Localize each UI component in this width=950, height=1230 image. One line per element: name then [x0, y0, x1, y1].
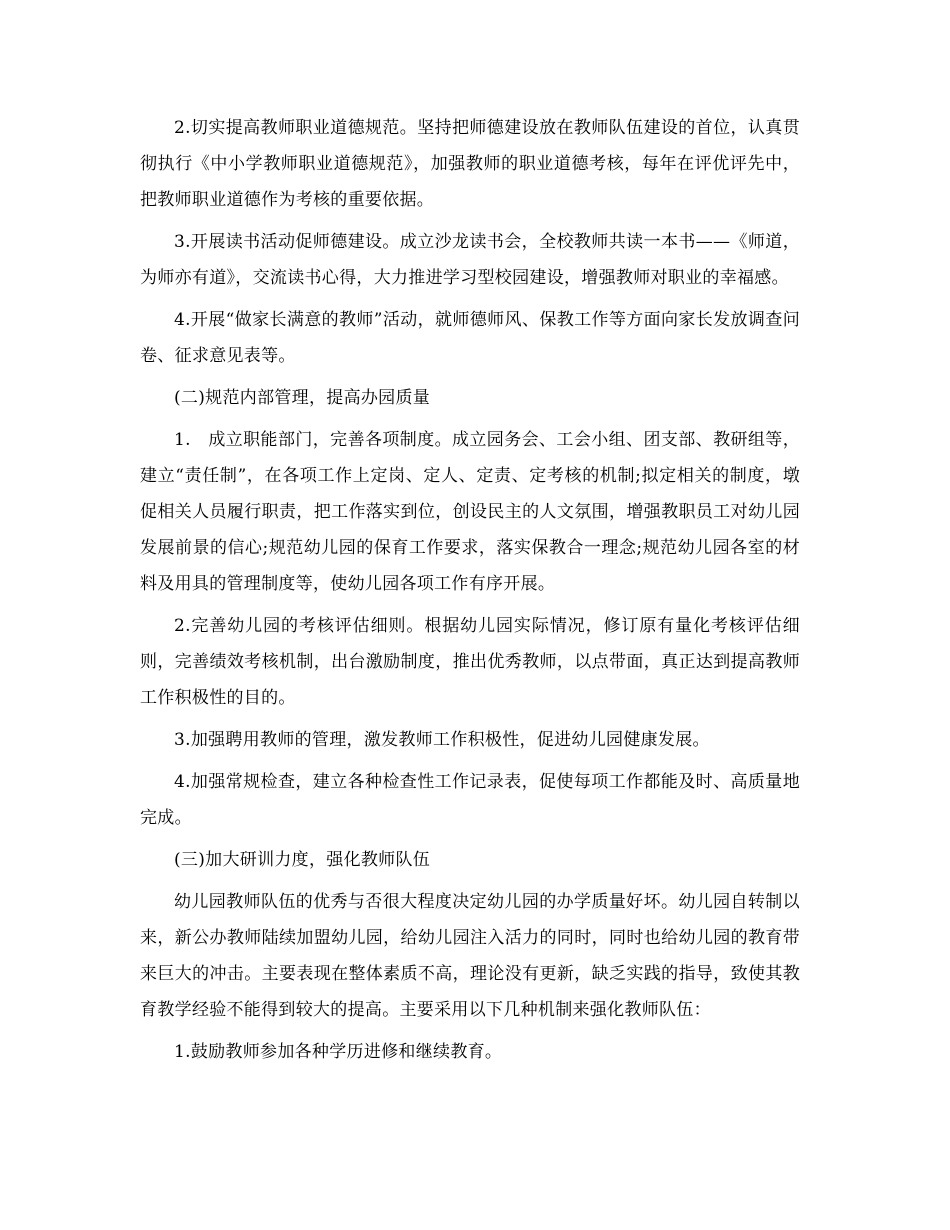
paragraph-departments: 1. 成立职能部门，完善各项制度。成立园务会、工会小组、团支部、教研组等，建立“责任制”，在各项工作上定岗、定人、定责、定考核的机制;拟定相关的制度，墩促相关人员履行职责，把工作落实到位，创设民主的人文氛围，增强教职员工对幼儿园发展前景的信心;规范幼儿园的保育工作要求，落实保教合一理念;规范幼儿园各室的材料及用具的管理制度等，使幼儿园各项工作有序开展。	[140, 430, 800, 594]
paragraph-further-education: 1.鼓励教师参加各种学历进修和继续教育。	[174, 1042, 503, 1062]
paragraph-teacher-quality: 幼儿园教师队伍的优秀与否很大程度决定幼儿园的办学质量好坏。幼儿园自转制以来，新公办教师陆续加盟幼儿园，给幼儿园注入活力的同时，同时也给幼儿园的教育带来巨大的冲击。主要表现在整体素质不高，理论没有更新，缺乏实践的指导，致使其教育教学经验不能得到较大的提高。主要采用以下几种机制来强化教师队伍：	[140, 892, 800, 1020]
paragraph-parent-satisfaction: 4.开展“做家长满意的教师”活动，就师德师风、保教工作等方面向家长发放调查问卷、征求意见表等。	[140, 310, 800, 366]
paragraph-ethics-norms: 2.切实提高教师职业道德规范。坚持把师德建设放在教师队伍建设的首位，认真贯彻执行《中小学教师职业道德规范》，加强教师的职业道德考核，每年在评优评先中，把教师职业道德作为考核的重要依据。	[140, 118, 800, 210]
paragraph-reading-activity: 3.开展读书活动促师德建设。成立沙龙读书会，全校教师共读一本书——《师道，为师亦有道》，交流读书心得，大力推进学习型校园建设，增强教师对职业的幸福感。	[140, 232, 800, 288]
paragraph-routine-checks: 4.加强常规检查，建立各种检查性工作记录表，促使每项工作都能及时、高质量地完成。	[140, 772, 800, 828]
document-page	[140, 110, 800, 1076]
paragraph-assessment: 2.完善幼儿园的考核评估细则。根据幼儿园实际情况，修订原有量化考核评估细则，完善绩效考核机制，出台激励制度，推出优秀教师，以点带面，真正达到提高教师工作积极性的目的。	[140, 616, 800, 708]
section-heading-training: (三)加大研训力度，强化教师队伍	[174, 850, 431, 870]
paragraph-hired-teachers: 3.加强聘用教师的管理，激发教师工作积极性，促进幼儿园健康发展。	[174, 730, 710, 750]
section-heading-internal-management: (二)规范内部管理，提高办园质量	[174, 388, 431, 408]
